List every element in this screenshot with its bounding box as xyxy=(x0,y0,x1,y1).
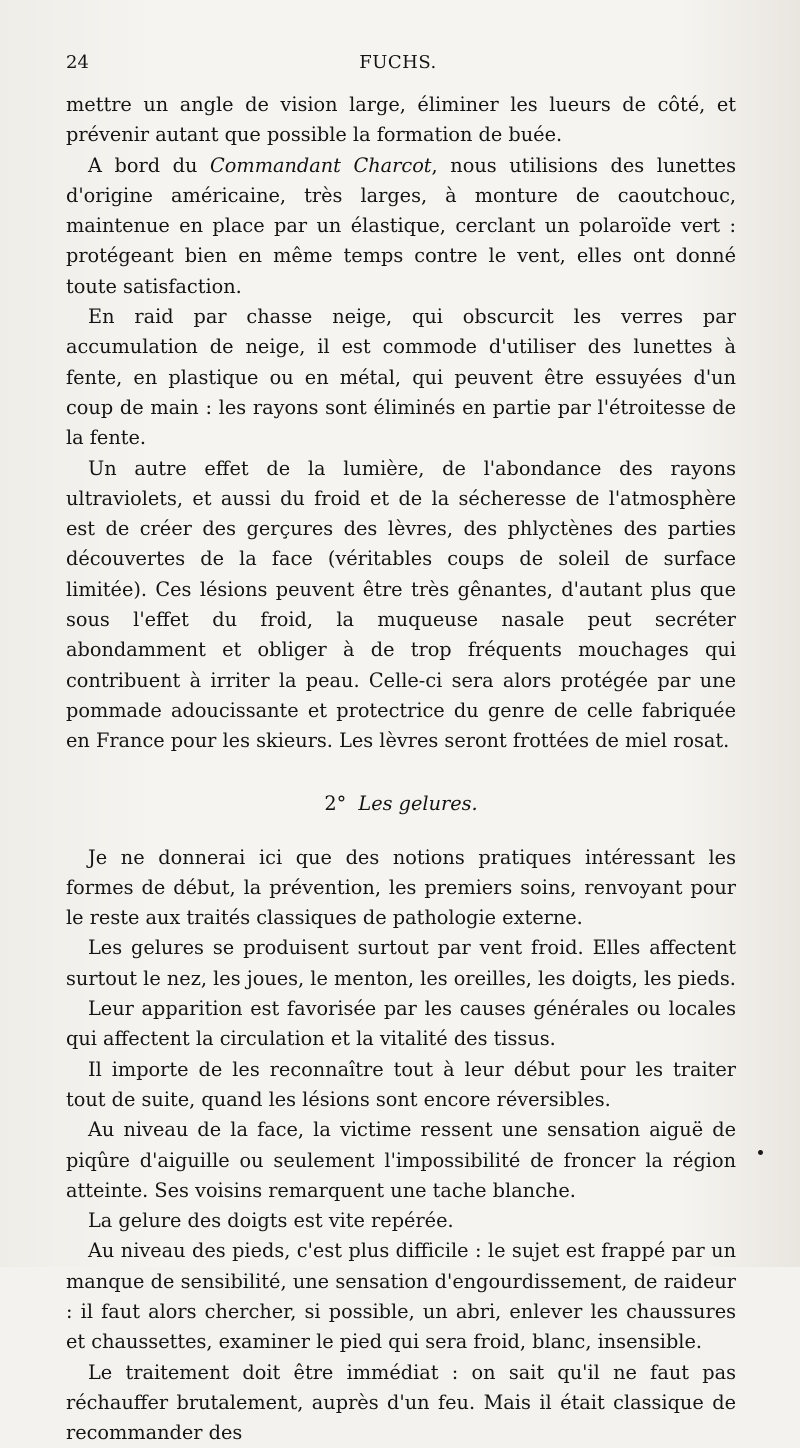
section-heading xyxy=(66,789,736,819)
ship-name: Commandant Charcot xyxy=(210,153,432,177)
paragraph: Je ne donnerai ici que des notions pratiques intéressant les formes de début, la prévention, les premiers soins, renvoyant pour le reste aux traités classiques de pathologie externe. xyxy=(66,845,736,930)
paragraph: Le traitement doit être immédiat : on sait qu'il ne faut pas réchauffer brutalement, auprès d'un feu. Mais il était classique de recommander des xyxy=(66,1360,736,1445)
ink-speck xyxy=(758,1150,763,1155)
page-number: 24 xyxy=(66,52,89,73)
paragraph: Leur apparition est favorisée par les causes générales ou locales qui affectent la circulation et la vitalité des tissus. xyxy=(66,997,736,1051)
paragraph: Au niveau des pieds, c'est plus difficile : le sujet est frappé par un manque de sensibilité, une sensation d'engourdissement, de raideur : il faut alors chercher, si possible, un abri, enlever les chaussures et chaussettes, examiner le pied qui sera froid, blanc, insensible. xyxy=(66,1239,736,1354)
paragraph: mettre un angle de vision large, éliminer les lueurs de côté, et prévenir autant que possible la formation de buée. xyxy=(66,93,736,147)
page-header xyxy=(66,52,730,78)
running-head: FUCHS. xyxy=(359,52,437,73)
paragraph: La gelure des doigts est vite repérée. xyxy=(88,1209,454,1233)
section-title: Les gelures. xyxy=(358,791,478,815)
paragraph: Au niveau de la face, la victime ressent une sensation aiguë de piqûre d'aiguille ou seulement l'impossibilité de froncer la région atteinte. Ses voisins remarquent une tache blanche. xyxy=(66,1118,736,1202)
paragraph: Il importe de les reconnaître tout à leur début pour les traiter tout de suite, quand les lésions sont encore réversibles. xyxy=(66,1057,736,1111)
paragraph: Les gelures se produisent surtout par vent froid. Elles affectent surtout le nez, les joues, le menton, les oreilles, les doigts, les pieds. xyxy=(66,936,736,990)
paragraph: En raid par chasse neige, qui obscurcit les verres par accumulation de neige, il est commode d'utiliser des lunettes à fente, en plastique ou en métal, qui peuvent être essuyées d'un coup de main : les rayons sont éliminés en partie par l'étroitesse de la fente. xyxy=(66,305,736,450)
section-number: 2° xyxy=(324,791,347,815)
text-run: , nous utilisions des lunettes d'origine américaine, très larges, à monture de caoutchouc, maintenue en place par un élastique, cerclant un polaroïde vert : protégeant bien en même temps contre le vent, elles ont donné toute satisfaction. xyxy=(66,153,736,298)
paragraph: Un autre effet de la lumière, de l'abondance des rayons ultraviolets, et aussi du froid et de la sécheresse de l'atmosphère est de créer des gerçures des lèvres, des phlyctènes des parties découvertes de la face (véritables coups de soleil de surface limitée). Ces lésions peuvent être très gênantes, d'autant plus que sous l'effet du froid, la muqueuse nasale peut secréter abondamment et obliger à de trop fréquents mouchages qui contribuent à irriter la peau. Celle-ci sera alors protégée par une pommade adoucissante et protectrice du genre de celle fabriquée en France pour les skieurs. Les lèvres seront frottées de miel rosat. xyxy=(66,456,736,753)
paragraph xyxy=(66,151,736,302)
body-text xyxy=(66,90,736,1448)
text-run: A bord du xyxy=(88,153,211,177)
